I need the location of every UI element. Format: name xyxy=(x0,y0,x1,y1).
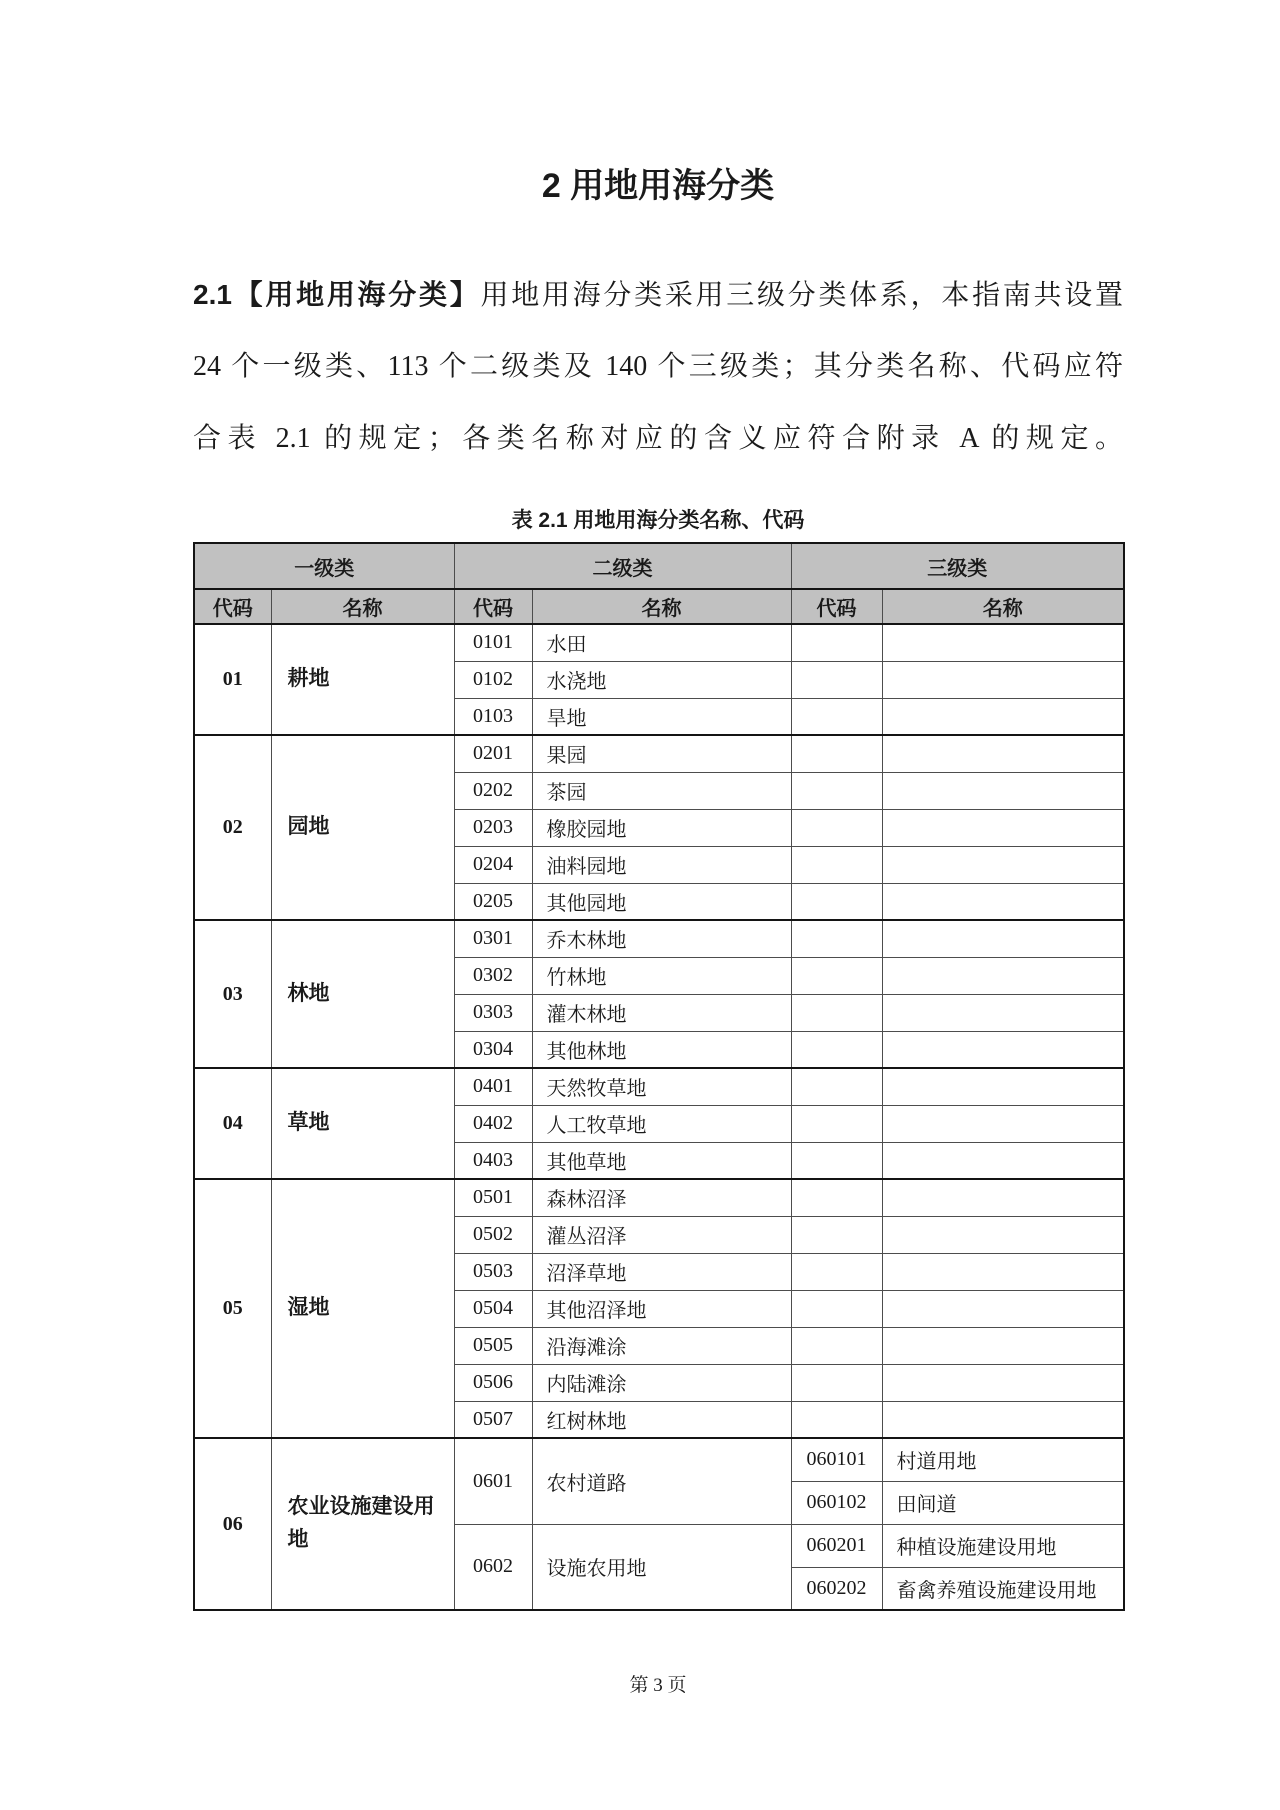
l3-name-cell xyxy=(882,698,1124,735)
header-l1-code: 代码 xyxy=(194,589,271,624)
l3-name-cell xyxy=(882,1179,1124,1216)
l3-code-cell xyxy=(791,994,882,1031)
l2-name-cell: 果园 xyxy=(532,735,791,772)
l3-name-cell xyxy=(882,994,1124,1031)
l3-name-cell xyxy=(882,1031,1124,1068)
l2-name-cell: 人工牧草地 xyxy=(532,1105,791,1142)
l1-name-cell: 林地 xyxy=(271,920,454,1068)
l2-code-cell: 0203 xyxy=(454,809,532,846)
table-header-group-row xyxy=(194,543,1124,589)
l2-name-cell: 森林沼泽 xyxy=(532,1179,791,1216)
l2-name-cell: 设施农用地 xyxy=(532,1524,791,1610)
l3-name-cell: 村道用地 xyxy=(882,1438,1124,1481)
l1-code-cell: 04 xyxy=(194,1068,271,1179)
header-level2: 二级类 xyxy=(454,543,791,589)
l2-name-cell: 旱地 xyxy=(532,698,791,735)
l3-code-cell: 060201 xyxy=(791,1524,882,1567)
table-caption: 表 2.1 用地用海分类名称、代码 xyxy=(511,509,805,532)
l3-code-cell: 060102 xyxy=(791,1481,882,1524)
l2-name-cell: 其他沼泽地 xyxy=(532,1290,791,1327)
l3-code-cell xyxy=(791,1327,882,1364)
l3-name-cell xyxy=(882,735,1124,772)
l2-code-cell: 0301 xyxy=(454,920,532,957)
clause-number-label: 2.1【用地用海分类】 xyxy=(193,279,481,310)
l3-code-cell xyxy=(791,1068,882,1105)
l2-code-cell: 0201 xyxy=(454,735,532,772)
paragraph-line-1 xyxy=(193,259,1123,331)
l3-code-cell xyxy=(791,1142,882,1179)
l3-name-cell xyxy=(882,1142,1124,1179)
l2-name-cell: 沿海滩涂 xyxy=(532,1327,791,1364)
l1-name-cell: 耕地 xyxy=(271,624,454,735)
l2-name-cell: 红树林地 xyxy=(532,1401,791,1438)
l3-name-cell: 种植设施建设用地 xyxy=(882,1524,1124,1567)
l2-code-cell: 0304 xyxy=(454,1031,532,1068)
l2-name-cell: 竹林地 xyxy=(532,957,791,994)
header-level1: 一级类 xyxy=(194,543,454,589)
header-l3-name: 名称 xyxy=(882,589,1124,624)
l2-code-cell: 0502 xyxy=(454,1216,532,1253)
l2-code-cell: 0601 xyxy=(454,1438,532,1524)
l2-name-cell: 橡胶园地 xyxy=(532,809,791,846)
l2-code-cell: 0501 xyxy=(454,1179,532,1216)
l2-name-cell: 油料园地 xyxy=(532,846,791,883)
l2-name-cell: 其他林地 xyxy=(532,1031,791,1068)
l3-name-cell xyxy=(882,661,1124,698)
l3-code-cell xyxy=(791,1105,882,1142)
l2-code-cell: 0202 xyxy=(454,772,532,809)
table-row xyxy=(194,1068,1124,1105)
l3-name-cell xyxy=(882,1068,1124,1105)
l1-code-cell: 01 xyxy=(194,624,271,735)
table-row xyxy=(194,920,1124,957)
l3-name-cell xyxy=(882,1216,1124,1253)
l3-code-cell xyxy=(791,957,882,994)
l3-code-cell xyxy=(791,1364,882,1401)
l3-name-cell xyxy=(882,846,1124,883)
table-row xyxy=(194,624,1124,661)
table-header xyxy=(194,543,1124,624)
l3-code-cell xyxy=(791,1179,882,1216)
paragraph-line-2: 24 个一级类、113 个二级类及 140 个三级类；其分类名称、代码应符 xyxy=(193,351,1123,382)
l3-code-cell xyxy=(791,846,882,883)
l3-name-cell xyxy=(882,1327,1124,1364)
table-row xyxy=(194,735,1124,772)
table-row xyxy=(194,1438,1124,1481)
l3-code-cell xyxy=(791,661,882,698)
l3-code-cell xyxy=(791,735,882,772)
l2-code-cell: 0103 xyxy=(454,698,532,735)
l2-code-cell: 0204 xyxy=(454,846,532,883)
page-number: 第 3 页 xyxy=(629,1675,687,1696)
l3-name-cell xyxy=(882,920,1124,957)
l3-name-cell: 田间道 xyxy=(882,1481,1124,1524)
l3-name-cell xyxy=(882,1105,1124,1142)
l3-name-cell xyxy=(882,624,1124,661)
intro-paragraph xyxy=(193,259,1123,475)
l1-code-cell: 06 xyxy=(194,1438,271,1610)
l2-code-cell: 0503 xyxy=(454,1253,532,1290)
l2-code-cell: 0401 xyxy=(454,1068,532,1105)
l3-name-cell xyxy=(882,1253,1124,1290)
l2-name-cell: 其他园地 xyxy=(532,883,791,920)
l3-name-cell xyxy=(882,1401,1124,1438)
table-row xyxy=(194,1179,1124,1216)
header-l2-code: 代码 xyxy=(454,589,532,624)
l3-name-cell: 畜禽养殖设施建设用地 xyxy=(882,1567,1124,1610)
l2-name-cell: 乔木林地 xyxy=(532,920,791,957)
l3-code-cell xyxy=(791,809,882,846)
classification-table xyxy=(193,542,1125,1611)
table-header-sub-row xyxy=(194,589,1124,624)
l3-name-cell xyxy=(882,957,1124,994)
l1-code-cell: 03 xyxy=(194,920,271,1068)
l1-code-cell: 05 xyxy=(194,1179,271,1438)
header-l1-name: 名称 xyxy=(271,589,454,624)
l2-code-cell: 0507 xyxy=(454,1401,532,1438)
l2-code-cell: 0403 xyxy=(454,1142,532,1179)
l3-code-cell xyxy=(791,772,882,809)
l3-name-cell xyxy=(882,809,1124,846)
header-l3-code: 代码 xyxy=(791,589,882,624)
l2-code-cell: 0602 xyxy=(454,1524,532,1610)
l2-name-cell: 灌丛沼泽 xyxy=(532,1216,791,1253)
l3-code-cell xyxy=(791,698,882,735)
l3-code-cell xyxy=(791,883,882,920)
l3-code-cell xyxy=(791,1253,882,1290)
header-l2-name: 名称 xyxy=(532,589,791,624)
l3-code-cell: 060202 xyxy=(791,1567,882,1610)
l2-name-cell: 农村道路 xyxy=(532,1438,791,1524)
l2-name-cell: 内陆滩涂 xyxy=(532,1364,791,1401)
l3-name-cell xyxy=(882,1364,1124,1401)
l2-code-cell: 0205 xyxy=(454,883,532,920)
l1-name-cell: 草地 xyxy=(271,1068,454,1179)
l3-code-cell xyxy=(791,1216,882,1253)
l2-name-cell: 水浇地 xyxy=(532,661,791,698)
l3-code-cell xyxy=(791,1401,882,1438)
l2-code-cell: 0402 xyxy=(454,1105,532,1142)
page-title: 2 用地用海分类 xyxy=(541,167,775,205)
l2-name-cell: 沼泽草地 xyxy=(532,1253,791,1290)
l3-name-cell xyxy=(882,883,1124,920)
l2-name-cell: 天然牧草地 xyxy=(532,1068,791,1105)
paragraph-line-1-text: 用地用海分类采用三级分类体系，本指南共设置 xyxy=(480,280,1123,311)
l2-code-cell: 0505 xyxy=(454,1327,532,1364)
l1-name-cell: 农业设施建设用地 xyxy=(271,1438,454,1610)
l2-code-cell: 0302 xyxy=(454,957,532,994)
l1-name-cell: 湿地 xyxy=(271,1179,454,1438)
l3-code-cell xyxy=(791,624,882,661)
l3-code-cell xyxy=(791,920,882,957)
l3-name-cell xyxy=(882,1290,1124,1327)
l2-name-cell: 水田 xyxy=(532,624,791,661)
l3-code-cell xyxy=(791,1290,882,1327)
l2-code-cell: 0101 xyxy=(454,624,532,661)
l2-code-cell: 0504 xyxy=(454,1290,532,1327)
l1-name-cell: 园地 xyxy=(271,735,454,920)
l2-name-cell: 灌木林地 xyxy=(532,994,791,1031)
l2-name-cell: 其他草地 xyxy=(532,1142,791,1179)
l3-code-cell: 060101 xyxy=(791,1438,882,1481)
l2-code-cell: 0102 xyxy=(454,661,532,698)
l2-name-cell: 茶园 xyxy=(532,772,791,809)
l2-code-cell: 0506 xyxy=(454,1364,532,1401)
table-body xyxy=(194,624,1124,1610)
l2-code-cell: 0303 xyxy=(454,994,532,1031)
l3-name-cell xyxy=(882,772,1124,809)
l1-code-cell: 02 xyxy=(194,735,271,920)
header-level3: 三级类 xyxy=(791,543,1124,589)
l3-code-cell xyxy=(791,1031,882,1068)
paragraph-line-3: 合表 2.1 的规定；各类名称对应的含义应符合附录 A 的规定。 xyxy=(193,423,1123,454)
